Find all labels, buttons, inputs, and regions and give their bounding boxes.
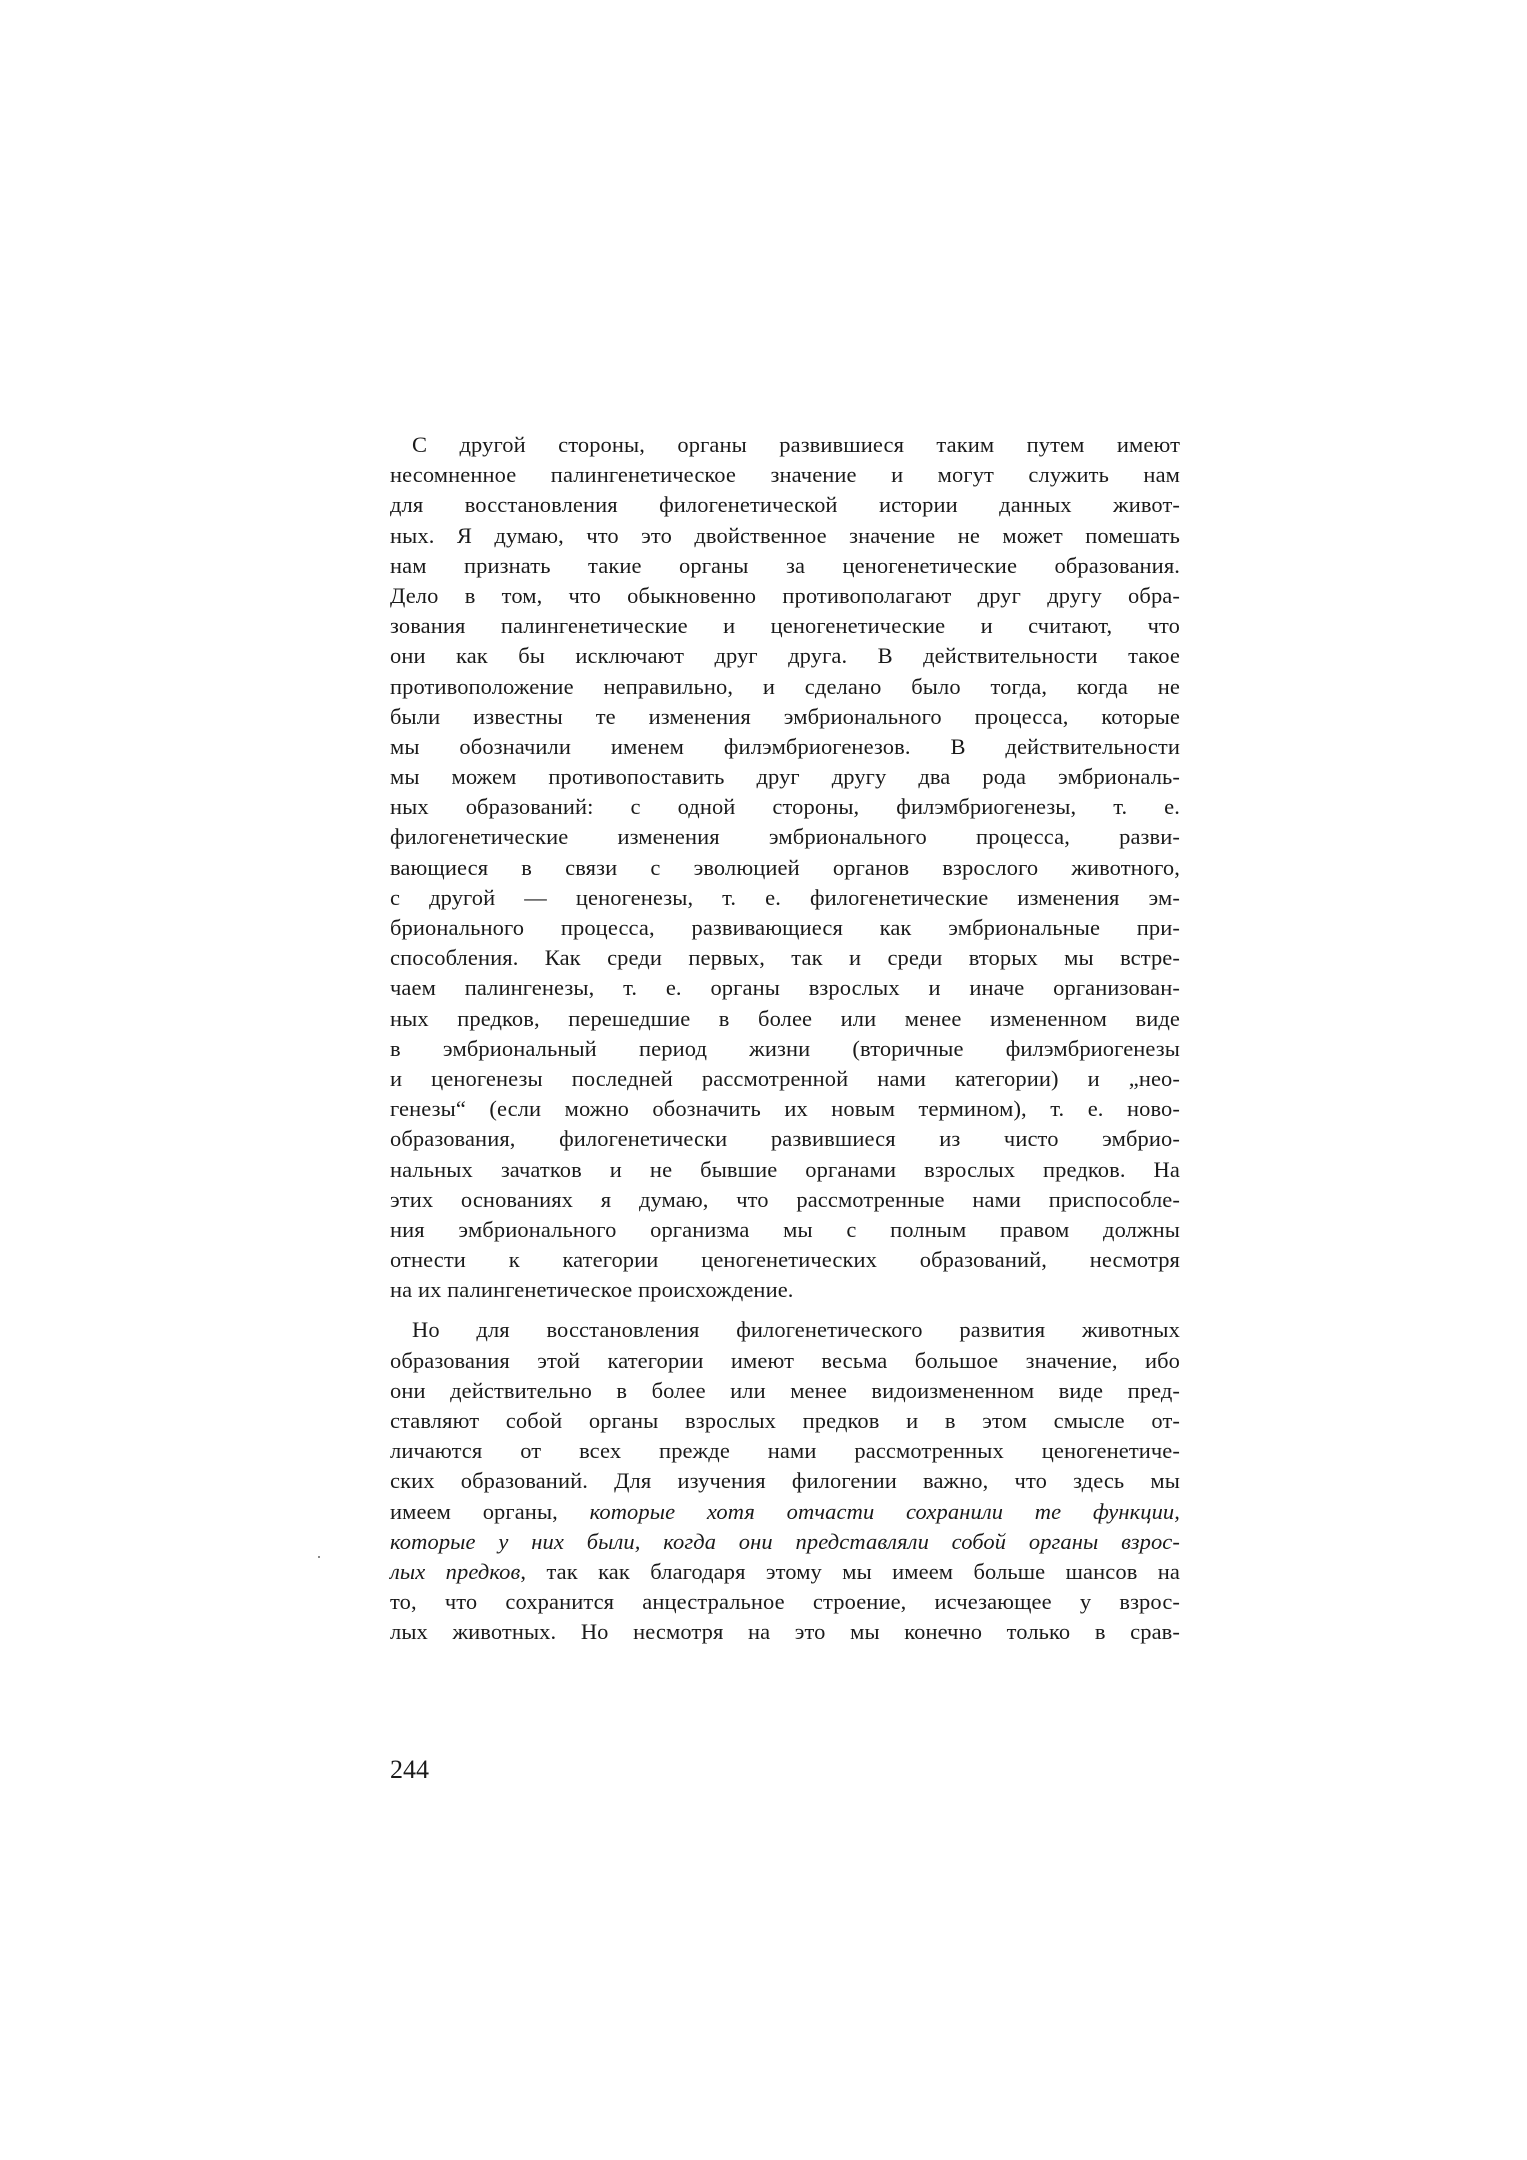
- paragraph-2: [390, 1315, 1180, 1647]
- text-line: были известны те изменения эмбрионального процесса, которые: [390, 703, 1180, 729]
- text-line: ских образований. Для изучения филогении важно, что здесь мы: [390, 1468, 1180, 1494]
- text-segment: имеем органы,: [390, 1498, 590, 1524]
- text-line: противоположение неправильно, и сделано было тогда, когда не: [390, 673, 1180, 699]
- paragraph-1: [390, 430, 1180, 1305]
- text-line: лых животных. Но несмотря на это мы конечно только в срав-: [390, 1619, 1180, 1645]
- text-line: ных образований: с одной стороны, филэмбриогенезы, т. е.: [390, 794, 1180, 820]
- text-line: ных предков, перешедшие в более или менее измененном виде: [390, 1005, 1180, 1031]
- text-line: способления. Как среди первых, так и среди вторых мы встре-: [390, 945, 1180, 971]
- text-line: ния эмбрионального организма мы с полным правом должны: [390, 1216, 1180, 1242]
- text-line: нам признать такие органы за ценогенетические образования.: [390, 552, 1180, 578]
- text-line: филогенетические изменения эмбрионального процесса, разви-: [390, 824, 1180, 850]
- text-line: брионального процесса, развивающиеся как эмбриональные при-: [390, 915, 1180, 940]
- text-line: несомненное палингенетическое значение и могут служить нам: [390, 462, 1180, 488]
- text-line: образования, филогенетически развившиеся из чисто эмбрио-: [390, 1126, 1180, 1152]
- text-line-mixed: [390, 1497, 1180, 1527]
- text-line: ных. Я думаю, что это двойственное значение не может помешать: [390, 522, 1180, 548]
- text-line: нальных зачатков и не бывшие органами взрослых предков. На: [390, 1156, 1180, 1182]
- text-line: вающиеся в связи с эволюцией органов взрослого животного,: [390, 854, 1180, 880]
- text-line: и ценогенезы последней рассмотренной нами категории) и „нео-: [390, 1065, 1180, 1091]
- text-segment: , так как благодаря этому мы имеем больше шансов на: [520, 1558, 1180, 1584]
- text-line: личаются от всех прежде нами рассмотренных ценогенетиче-: [390, 1438, 1180, 1464]
- text-line: Дело в том, что обыкновенно противополагают друг другу обра-: [390, 582, 1180, 608]
- text-line: Но для восстановления филогенетического развития животных: [412, 1317, 1180, 1343]
- body-text: [390, 430, 1180, 1648]
- text-line: в эмбриональный период жизни (вторичные филэмбриогенезы: [390, 1035, 1180, 1061]
- text-line: мы обозначили именем филэмбриогенезов. В действительности: [390, 733, 1180, 759]
- scan-artifact: [318, 1556, 320, 1558]
- text-line: чаем палингенезы, т. е. органы взрослых и иначе организован-: [390, 975, 1180, 1001]
- text-line: ставляют собой органы взрослых предков и в этом смысле от-: [390, 1408, 1180, 1433]
- text-line: для восстановления филогенетической истории данных живот-: [390, 492, 1180, 518]
- emphasis-text: лых предков: [390, 1558, 521, 1584]
- text-line: этих основаниях я думаю, что рассмотренные нами приспособле-: [390, 1186, 1180, 1212]
- text-line: зования палингенетические и ценогенетические и считают, что: [390, 613, 1180, 639]
- text-line: они как бы исключают друг друга. В действительности такое: [390, 643, 1180, 669]
- text-line: с другой — ценогенезы, т. е. филогенетические изменения эм-: [390, 884, 1180, 910]
- text-line: то, что сохранится анцестральное строение, исчезающее у взрос-: [390, 1589, 1180, 1615]
- emphasis-line: которые у них были, когда они представляли собой органы взрос-: [390, 1528, 1180, 1554]
- text-line: образования этой категории имеют весьма большое значение, ибо: [390, 1347, 1180, 1373]
- text-line: мы можем противопоставить друг другу два рода эмбриональ-: [390, 764, 1180, 790]
- text-line-mixed: [390, 1557, 1180, 1587]
- emphasis-text: которые хотя отчасти сохранили те функции,: [589, 1498, 1180, 1524]
- text-line: генезы“ (если можно обозначить их новым термином), т. е. ново-: [390, 1096, 1180, 1122]
- text-line: они действительно в более или менее видоизмененном виде пред-: [390, 1377, 1180, 1403]
- page-number: 244: [390, 1755, 429, 1784]
- text-line: на их палингенетическое происхождение.: [390, 1277, 794, 1303]
- text-line: С другой стороны, органы развившиеся таким путем имеют: [412, 432, 1180, 457]
- text-line: отнести к категории ценогенетических образований, несмотря: [390, 1247, 1180, 1273]
